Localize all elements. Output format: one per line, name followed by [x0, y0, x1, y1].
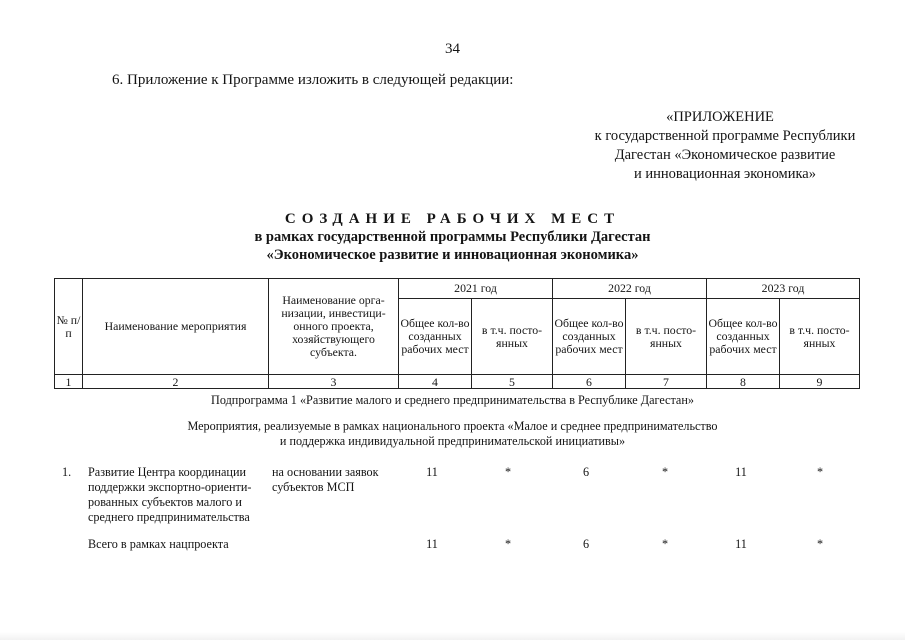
column-number: 3 [269, 375, 399, 389]
header-jobs-total: Общее кол-во созданных рабочих мест [707, 299, 780, 375]
heading-subtitle: в рамках государственной программы Республики Дагестан [254, 229, 651, 245]
value-2021-permanent: * [504, 465, 512, 479]
row-number: 1. [62, 465, 72, 479]
subprogram-title: Подпрограмма 1 «Развитие малого и среднего предпринимательства в Республике Дагестан» [211, 393, 694, 407]
column-number: 7 [626, 375, 707, 389]
header-year-2021: 2021 год [399, 279, 553, 299]
org-name [272, 465, 400, 495]
column-number: 2 [83, 375, 269, 389]
column-number: 8 [707, 375, 780, 389]
heading-title: СОЗДАНИЕ РАБОЧИХ МЕСТ [284, 211, 621, 227]
header-jobs-permanent: в т.ч. посто-янных [472, 299, 553, 375]
org-name-line: субъектов МСП [272, 480, 355, 494]
value-2022-total: 6 [582, 465, 590, 479]
intro-text: 6. Приложение к Программе изложить в следующей редакции: [112, 72, 514, 88]
total-2021-total: 11 [426, 537, 438, 551]
column-number: 9 [780, 375, 860, 389]
column-number: 5 [472, 375, 553, 389]
document-heading [0, 210, 905, 264]
national-project-caption [0, 419, 905, 449]
event-name-line: Развитие Центра координации [88, 465, 246, 479]
event-name-line: рованных субъектов малого и [88, 495, 242, 509]
value-2023-total: 11 [735, 465, 747, 479]
total-2022-total: 6 [582, 537, 590, 551]
total-label: Всего в рамках нацпроекта [88, 537, 229, 551]
column-number: 1 [55, 375, 83, 389]
header-year-2023: 2023 год [707, 279, 860, 299]
total-2022-permanent: * [661, 537, 669, 551]
heading-subtitle: «Экономическое развитие и инновационная экономика» [266, 247, 639, 263]
appendix-block [545, 108, 905, 184]
national-project-line: и поддержка индивидуальной предпринимательской инициативы» [279, 434, 626, 448]
header-year-2022: 2022 год [553, 279, 707, 299]
header-jobs-total: Общее кол-во созданных рабочих мест [399, 299, 472, 375]
org-name-line: на основании заявок [272, 465, 379, 479]
value-2023-permanent: * [816, 465, 824, 479]
scan-edge [0, 632, 905, 640]
total-2021-permanent: * [504, 537, 512, 551]
event-name-line: среднего предпринимательства [88, 510, 250, 524]
appendix-title: «ПРИЛОЖЕНИЕ [666, 109, 774, 125]
national-project-line: Мероприятия, реализуемые в рамках национального проекта «Малое и среднее предпринимательство [187, 419, 718, 433]
total-2023-total: 11 [735, 537, 747, 551]
header-event-name: Наименование мероприятия [83, 279, 269, 375]
header-num: № п/п [55, 279, 83, 375]
header-jobs-permanent: в т.ч. посто-янных [780, 299, 860, 375]
header-jobs-permanent: в т.ч. посто-янных [626, 299, 707, 375]
header-org-name: Наименование орга-низации, инвестици-онного проекта, хозяйствующего субъекта. [269, 279, 399, 375]
jobs-table-header [54, 278, 860, 389]
event-name [88, 465, 268, 525]
column-number: 6 [553, 375, 626, 389]
value-2022-permanent: * [661, 465, 669, 479]
appendix-line: и инновационная экономика» [634, 166, 816, 182]
page-number: 34 [445, 41, 460, 57]
event-name-line: поддержки экспортно-ориенти- [88, 480, 252, 494]
value-2021-total: 11 [426, 465, 438, 479]
appendix-line: к государственной программе Республики [594, 128, 856, 144]
column-number: 4 [399, 375, 472, 389]
total-2023-permanent: * [816, 537, 824, 551]
header-jobs-total: Общее кол-во созданных рабочих мест [553, 299, 626, 375]
appendix-line: Дагестан «Экономическое развитие [614, 147, 836, 163]
